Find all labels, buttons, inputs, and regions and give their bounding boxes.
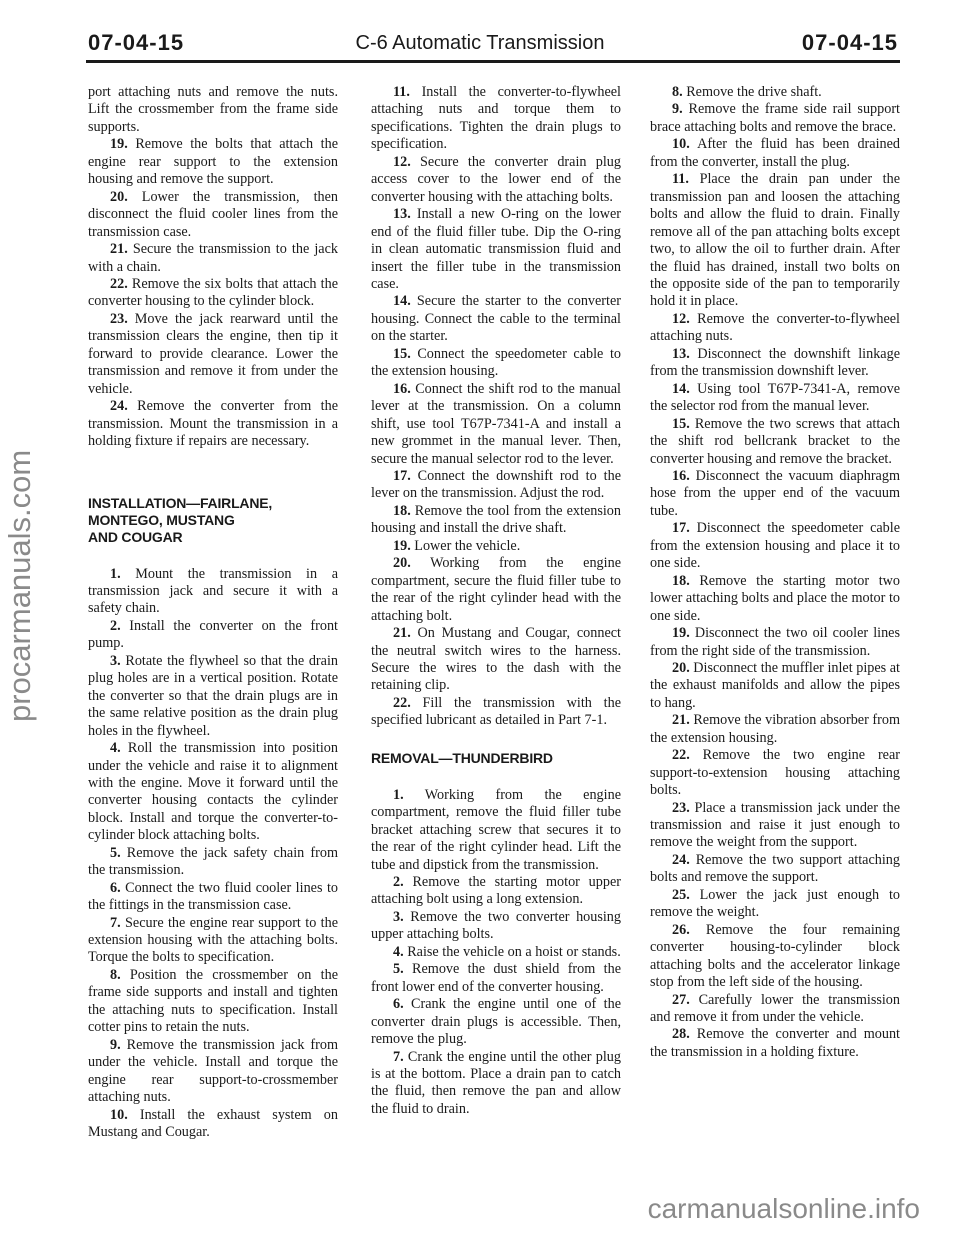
removal-step-7: 7. Crank the engine until the other plug is at the bottom. Place a drain pan to catch the fluid, then remove the pan and allow the fluid to drain. [371, 1048, 621, 1117]
step-24: 24. Remove the two support attaching bolts and remove the support. [650, 851, 900, 886]
step-13: 13. Disconnect the downshift linkage from the transmission downshift lever. [650, 345, 900, 380]
step-28: 28. Remove the converter and mount the transmission in a holding fixture. [650, 1026, 900, 1060]
header-rule [86, 60, 900, 63]
step-17: 17. Connect the downshift rod to the lever on the transmission. Adjust the rod. [371, 467, 621, 502]
step-8: 8. Remove the drive shaft. [672, 84, 822, 100]
step-14: 14. Using tool T67P-7341-A, remove the selector rod from the manual lever. [650, 380, 900, 415]
install-step-9: 9. Remove the transmission jack from under the vehicle. Install and torque the engine rear support-to-crossmember attaching nuts. [88, 1036, 338, 1106]
step-22: 22. Fill the transmission with the specified lubricant as detailed in Part 7-1. [371, 694, 621, 729]
step-18: 18. Remove the tool from the extension housing and install the drive shaft. [371, 502, 621, 537]
section-heading: INSTALLATION—FAIRLANE, MONTEGO, MUSTANG AND COUGAR [88, 494, 273, 545]
page-number-right: 07-04-15 [801, 30, 898, 55]
step-11: 11. Install the converter-to-flywheel attaching nuts and torque them to specifications. Tighten the drain plugs to specification. [371, 84, 621, 153]
step-12: 12. Secure the converter drain plug access cover to the lower end of the converter housing with the attaching bolts. [371, 153, 621, 205]
removal-step-6: 6. Crank the engine until one of the converter drain plugs is accessible. Then, remove the plug. [371, 996, 621, 1048]
step-16: 16. Connect the shift rod to the manual lever at the transmission. On a column shift, use tool T67P-7341-A and install a new grommet in the manual lever. Then, secure the manual selector rod to the lever. [371, 380, 621, 467]
removal-step-2: 2. Remove the starting motor upper attaching bolt using a long extension. [371, 874, 621, 908]
step-14: 14. Secure the starter to the converter housing. Connect the cable to the terminal on the starter. [371, 293, 621, 345]
watermark-bottom: carmanualsonline.info [647, 1193, 920, 1224]
install-step-2: 2. Install the converter on the front pump. [88, 617, 338, 652]
step-9: 9. Remove the frame side rail support brace attaching bolts and remove the brace. [650, 101, 900, 135]
column-3 [650, 84, 900, 1061]
step-23: 23. Move the jack rearward until the transmission clears the engine, then tip it forward to provide clearance. Lower the transmission and remove it from under the vehicle. [88, 310, 338, 397]
step-20: 20. Working from the engine compartment, secure the fluid filler tube to the rear of the right cylinder head with the attaching bolt. [371, 555, 621, 624]
install-step-8: 8. Position the crossmember on the frame side supports and install and tighten the attaching nuts to specification. Install cotter pins to retain the nuts. [88, 966, 338, 1036]
step-20: 20. Lower the transmission, then disconnect the fluid cooler lines from the transmission case. [88, 188, 338, 240]
step-15: 15. Connect the speedometer cable to the extension housing. [371, 345, 621, 380]
removal-step-4: 4. Raise the vehicle on a hoist or stands. [393, 943, 621, 960]
step-16: 16. Disconnect the vacuum diaphragm hose from the upper end of the vacuum tube. [650, 467, 900, 519]
removal-step-3: 3. Remove the two converter housing upper attaching bolts. [371, 908, 621, 943]
step-21: 21. Secure the transmission to the jack with a chain. [88, 241, 338, 275]
install-step-7: 7. Secure the engine rear support to the extension housing with the attaching bolts. Torque the bolts to specification. [88, 914, 338, 966]
install-step-5: 5. Remove the jack safety chain from the transmission. [88, 844, 338, 879]
step-10: 10. After the fluid has been drained from the converter, install the plug. [650, 136, 900, 170]
removal-step-5: 5. Remove the dust shield from the front lower end of the converter housing. [371, 961, 621, 995]
step-13: 13. Install a new O-ring on the lower end of the fluid filler tube. Dip the O-ring in clean automatic transmission fluid and insert the filler tube in the transmission case. [371, 206, 621, 292]
install-step-10: 10. Install the exhaust system on Mustang and Cougar. [88, 1106, 338, 1141]
column-2 [371, 84, 621, 1118]
step-22: 22. Remove the six bolts that attach the converter housing to the cylinder block. [88, 275, 338, 310]
step-11: 11. Place the drain pan under the transmission pan and loosen the attaching bolts and allow the fluid to drain. Finally remove all of the pan attaching bolts except two, to allow the oil to further drain. After the fluid has drained, install two bolts on the opposite side of the pan to temporarily hold it in place. [650, 171, 900, 310]
column-1 [88, 84, 338, 1141]
step-19: 19. Lower the vehicle. [393, 537, 521, 554]
step-19: 19. Remove the bolts that attach the engine rear support to the extension housing and remove the support. [88, 136, 338, 188]
paragraph: port attaching nuts and remove the nuts. Lift the crossmember from the frame side supports. [88, 84, 338, 135]
page-number-left: 07-04-15 [88, 30, 185, 55]
step-24: 24. Remove the converter from the transmission. Mount the transmission in a holding fixture if repairs are necessary. [88, 398, 338, 450]
step-22: 22. Remove the two engine rear support-to-extension housing attaching bolts. [650, 747, 900, 799]
step-27: 27. Carefully lower the transmission and remove it from under the vehicle. [650, 991, 900, 1026]
step-21: 21. Remove the vibration absorber from the extension housing. [650, 712, 900, 746]
install-step-4: 4. Roll the transmission into position under the vehicle and raise it to alignment with the engine. Move it forward until the converter housing contacts the cylinder block. Install and torque the converter-to-cylinder block attaching bolts. [88, 740, 338, 844]
step-12: 12. Remove the converter-to-flywheel attaching nuts. [650, 310, 900, 345]
removal-step-1: 1. Working from the engine compartment, remove the fluid filler tube bracket attaching screw that secures it to the rear of the right cylinder head. Lift the tube and dipstick from the transmission. [371, 786, 621, 873]
step-18: 18. Remove the starting motor two lower attaching bolts and place the motor to one side. [650, 572, 900, 624]
watermark-left: procarmanuals.com [2, 449, 37, 722]
step-25: 25. Lower the jack just enough to remove the weight. [650, 886, 900, 921]
install-step-3: 3. Rotate the flywheel so that the drain plug holes are in a vertical position. Rotate the converter so that the drain plugs are in the same relative position as the drain plug holes in the flywheel. [88, 652, 338, 739]
step-20: 20. Disconnect the muffler inlet pipes at the exhaust manifolds and allow the pipes to hang. [650, 659, 900, 711]
step-15: 15. Remove the two screws that attach the shift rod bellcrank bracket to the converter housing and remove the bracket. [650, 415, 900, 467]
step-21: 21. On Mustang and Cougar, connect the neutral switch wires to the harness. Secure the wires to the dash with the retaining clip. [371, 625, 621, 694]
step-19: 19. Disconnect the two oil cooler lines from the right side of the transmission. [650, 625, 900, 659]
step-23: 23. Place a transmission jack under the transmission and raise it just enough to remove the weight from the support. [650, 799, 900, 851]
step-17: 17. Disconnect the speedometer cable from the extension housing and place it to one side. [650, 520, 900, 572]
step-26: 26. Remove the four remaining converter housing-to-cylinder block attaching bolts and the accelerator linkage stop from the left side of the housing. [650, 921, 900, 991]
install-step-1: 1. Mount the transmission in a transmission jack and secure it with a safety chain. [88, 565, 338, 617]
section-heading: REMOVAL—THUNDERBIRD [371, 749, 553, 766]
install-step-6: 6. Connect the two fluid cooler lines to the fittings in the transmission case. [88, 879, 338, 914]
page-title: C-6 Automatic Transmission [355, 32, 605, 54]
